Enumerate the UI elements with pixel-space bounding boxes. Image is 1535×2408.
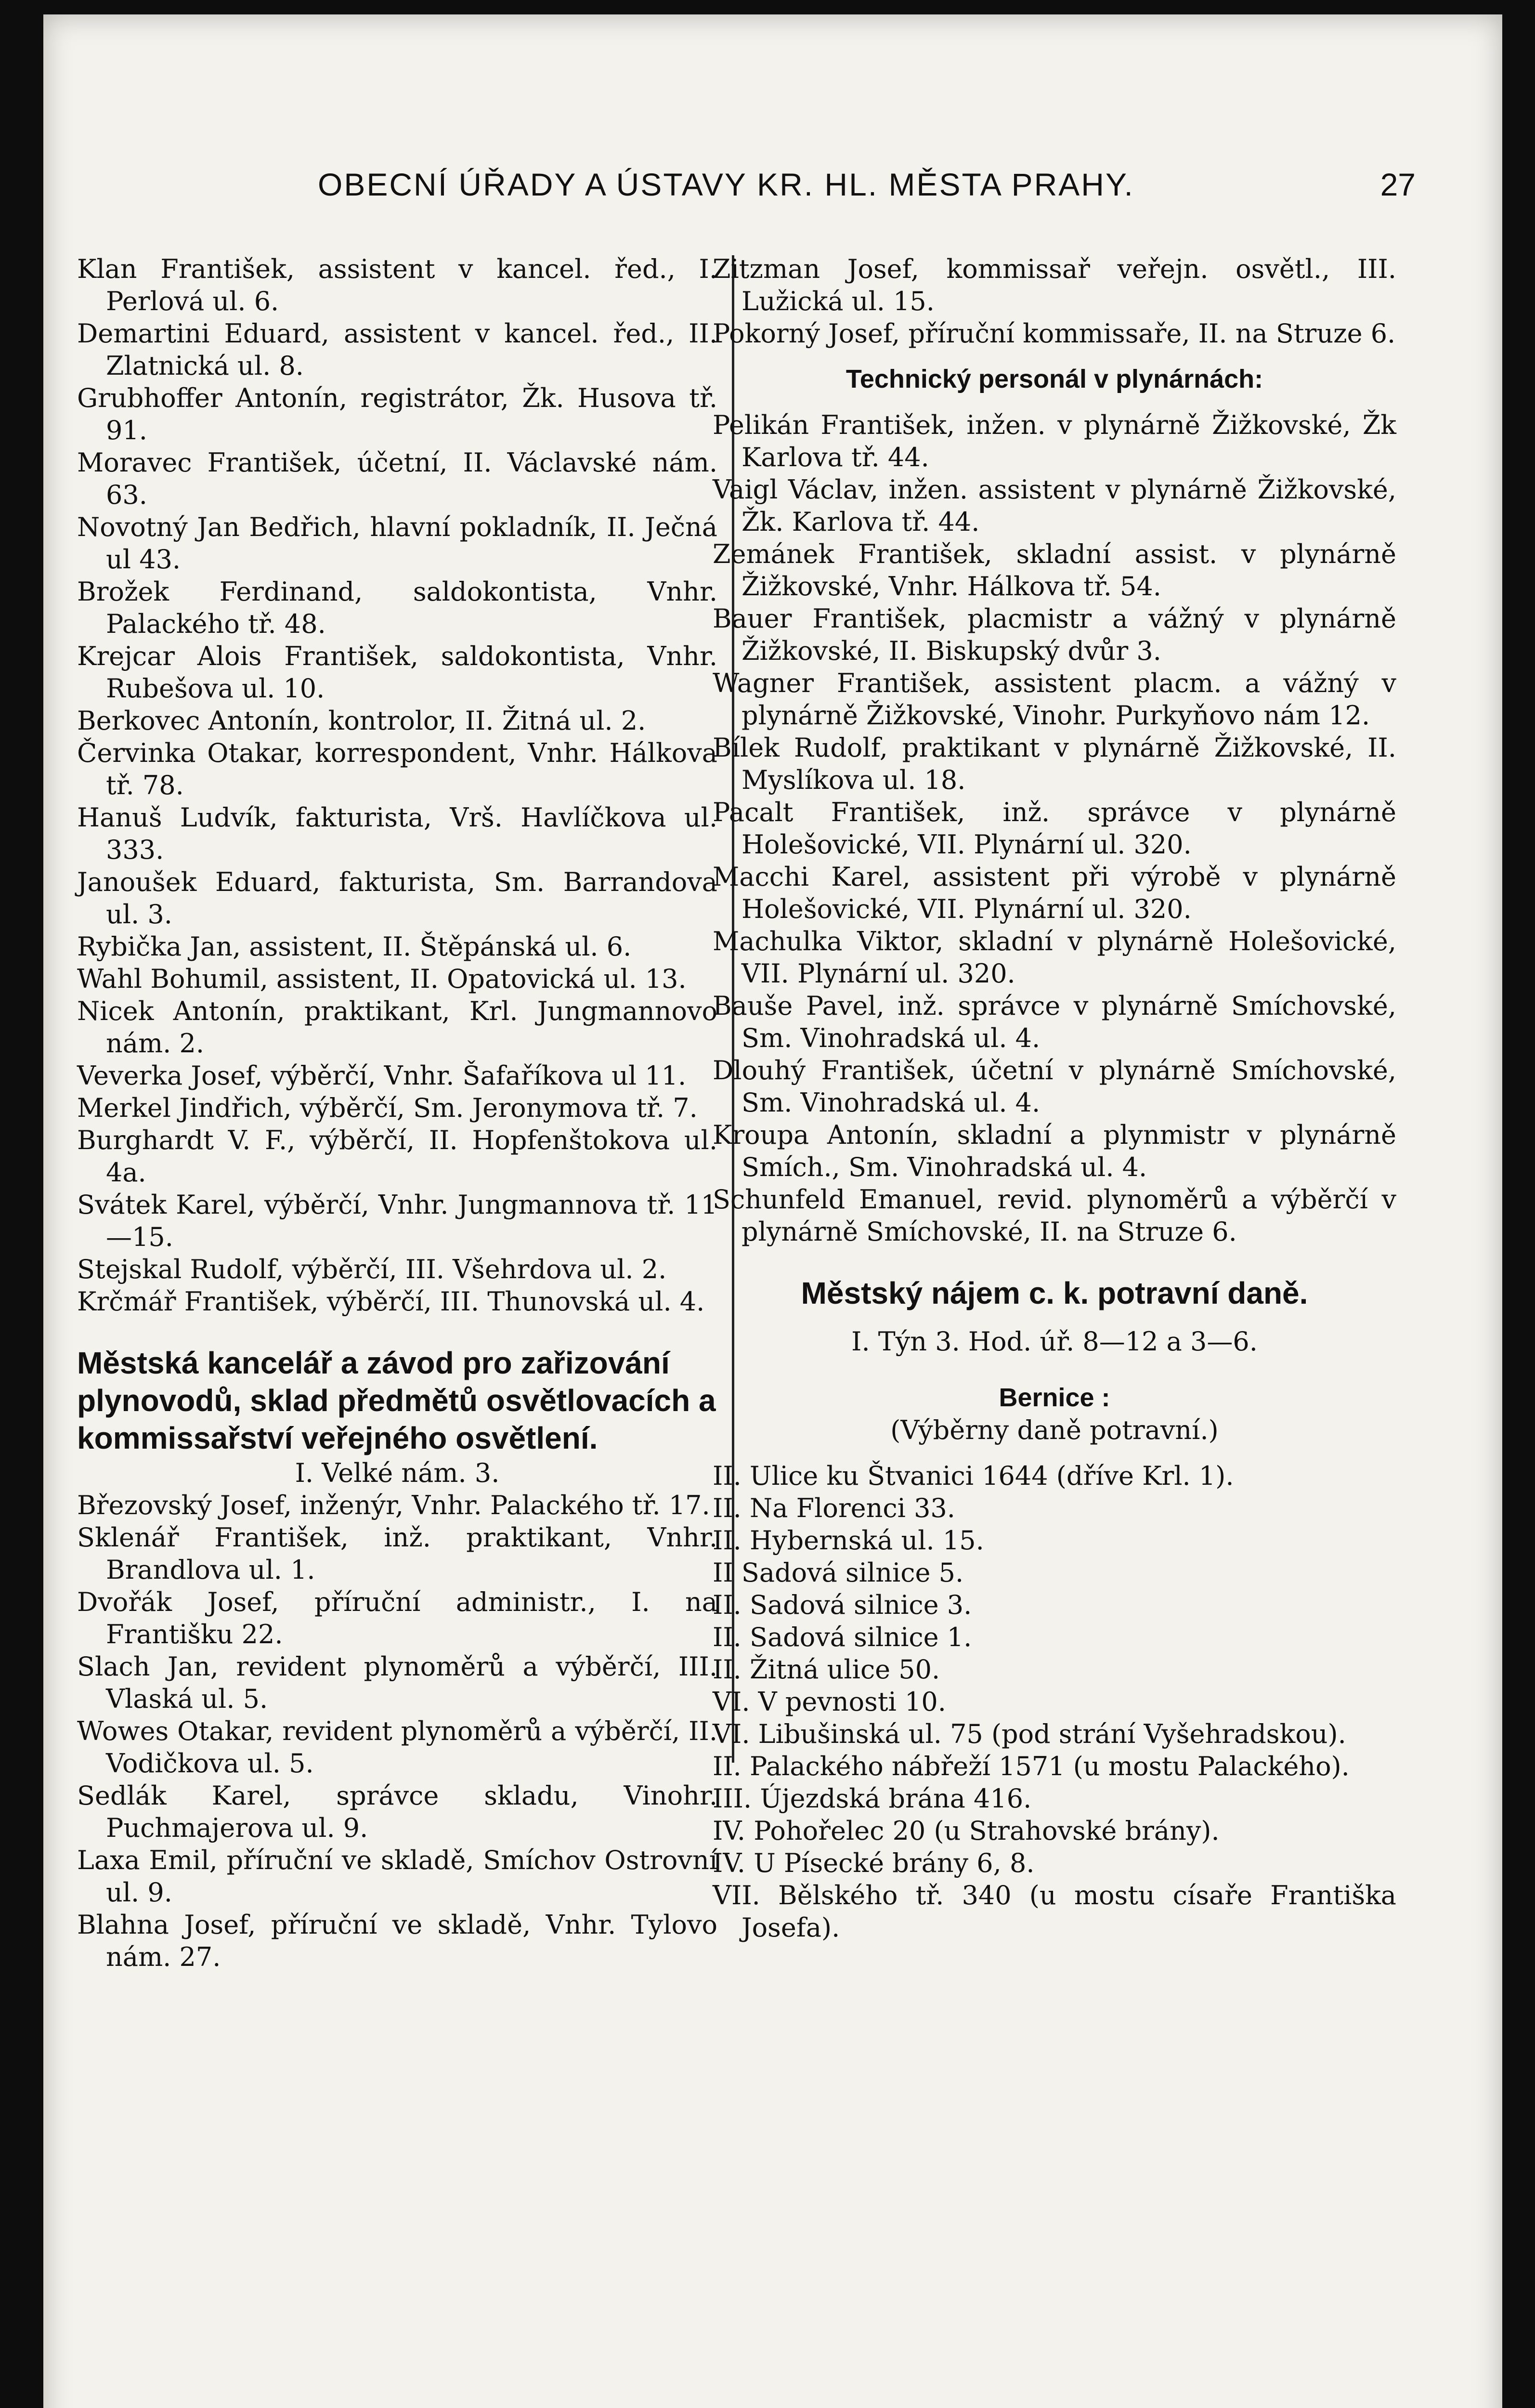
list-item: Bauše Pavel, inž. správce v plynárně Smíchovské, Sm. Vinohradská ul. 4. <box>713 991 1396 1053</box>
tax-office-address: I. Týn 3. Hod. úř. 8—12 a 3—6. <box>851 1326 1258 1357</box>
list-item: Vaigl Václav, inžen. assistent v plynárně Žižkovské, Žk. Karlova tř. 44. <box>713 474 1396 537</box>
list-item: Nicek Antonín, praktikant, Krl. Jungmannovo nám. 2. <box>77 996 717 1059</box>
list-item: Červinka Otakar, korrespondent, Vnhr. Hálkova tř. 78. <box>77 738 717 800</box>
list-item: II. Sadová silnice 1. <box>713 1622 972 1652</box>
list-item: Rybička Jan, assistent, II. Štěpánská ul. 6. <box>77 931 632 962</box>
list-item: II. Žitná ulice 50. <box>713 1654 940 1685</box>
list-item: Janoušek Eduard, fakturista, Sm. Barrandova ul. 3. <box>77 867 717 929</box>
list-item: Wowes Otakar, revident plynoměrů a výběrčí, II. Vodičkova ul. 5. <box>77 1716 717 1779</box>
list-item: Novotný Jan Bedřich, hlavní pokladník, II. Ječná ul 43. <box>77 512 717 575</box>
list-item: Schunfeld Emanuel, revid. plynoměrů a výběrčí v plynárně Smíchovské, II. na Struze 6. <box>713 1184 1396 1247</box>
left-entry-list-2 <box>77 1489 717 1973</box>
list-item: III. Újezdská brána 416. <box>713 1783 1032 1814</box>
list-item: VI. Libušinská ul. 75 (pod strání Vyšehradskou). <box>713 1719 1346 1749</box>
list-item: Stejskal Rudolf, výběrčí, III. Všehrdova ul. 2. <box>77 1254 667 1284</box>
list-item: Wagner František, assistent placm. a vážný v plynárně Žižkovské, Vinohr. Purkyňovo nám 12. <box>713 668 1396 731</box>
list-item: Bílek Rudolf, praktikant v plynárně Žižkovské, II. Myslíkova ul. 18. <box>713 733 1396 795</box>
list-item: Berkovec Antonín, kontrolor, II. Žitná ul. 2. <box>77 706 646 736</box>
list-item: Burghardt V. F., výběrčí, II. Hopfenštokova ul. 4a. <box>77 1125 717 1188</box>
list-item: Hanuš Ludvík, fakturista, Vrš. Havlíčkova ul. 333. <box>77 802 717 865</box>
page-number: 27 <box>1380 167 1416 202</box>
bernice-heading: Bernice : <box>999 1383 1110 1412</box>
list-item: Bauer František, placmistr a vážný v plynárně Žižkovské, II. Biskupský dvůr 3. <box>713 603 1396 666</box>
right-entry-list-3 <box>713 1460 1396 1944</box>
list-item: Pokorný Josef, příruční kommissaře, II. na Struze 6. <box>713 318 1396 349</box>
left-entry-list-1 <box>77 253 717 1318</box>
section-heading-gas-office: Městská kancelář a závod pro zařizování plynovodů, sklad předmětů osvětlovacích a kommissařství veřejného osvětlení. <box>77 1346 716 1455</box>
list-item: II Sadová silnice 5. <box>713 1557 964 1588</box>
list-item: Krčmář František, výběrčí, III. Thunovská ul. 4. <box>77 1286 705 1317</box>
list-item: Svátek Karel, výběrčí, Vnhr. Jungmannova tř. 11—15. <box>77 1190 717 1252</box>
list-item: VI. V pevnosti 10. <box>713 1687 946 1717</box>
right-entry-list-1 <box>713 253 1396 350</box>
list-item: Merkel Jindřich, výběrčí, Sm. Jeronymova tř. 7. <box>77 1093 698 1123</box>
right-column <box>713 253 1396 1944</box>
list-item: Sedlák Karel, správce skladu, Vinohr. Puchmajerova ul. 9. <box>77 1780 717 1843</box>
right-entry-list-2 <box>713 409 1396 1248</box>
list-item: Blahna Josef, příruční ve skladě, Vnhr. Tylovo nám. 27. <box>77 1910 717 1972</box>
bernice-subheading: (Výběrny daně potravní.) <box>890 1415 1219 1445</box>
list-item: Zemánek František, skladní assist. v plynárně Žižkovské, Vnhr. Hálkova tř. 54. <box>713 539 1396 602</box>
list-item: IV. U Písecké brány 6, 8. <box>713 1848 1035 1878</box>
list-item: Sklenář František, inž. praktikant, Vnhr. Brandlova ul. 1. <box>77 1522 717 1585</box>
list-item: Zitzman Josef, kommissař veřejn. osvětl., III. Lužická ul. 15. <box>713 254 1396 316</box>
list-item: Pelikán František, inžen. v plynárně Žižkovské, Žk Karlova tř. 44. <box>713 410 1396 472</box>
running-title: OBECNÍ ÚŘADY A ÚSTAVY KR. HL. MĚSTA PRAHY. <box>318 167 1134 202</box>
list-item: Krejcar Alois František, saldokontista, Vnhr. Rubešova ul. 10. <box>77 641 717 704</box>
section-address: I. Velké nám. 3. <box>295 1458 500 1488</box>
list-item: Macchi Karel, assistent při výrobě v plynárně Holešovické, VII. Plynární ul. 320. <box>713 862 1396 924</box>
list-item: II. Na Florenci 33. <box>713 1493 955 1523</box>
list-item: Březovský Josef, inženýr, Vnhr. Palackého tř. 17. <box>77 1490 710 1520</box>
list-item: II. Palackého nábřeží 1571 (u mostu Palackého). <box>713 1751 1350 1781</box>
list-item: Veverka Josef, výběrčí, Vnhr. Šafaříkova ul 11. <box>77 1060 687 1091</box>
list-item: IV. Pohořelec 20 (u Strahovské brány). <box>713 1816 1220 1846</box>
section-heading-tax-lease: Městský nájem c. k. potravní daně. <box>801 1276 1308 1310</box>
list-item: VII. Bělského tř. 340 (u mostu císaře Františka Josefa). <box>713 1880 1396 1943</box>
list-item: Klan František, assistent v kancel. řed., I. Perlová ul. 6. <box>77 254 717 316</box>
list-item: Machulka Viktor, skladní v plynárně Holešovické, VII. Plynární ul. 320. <box>713 926 1396 989</box>
list-item: II. Sadová silnice 3. <box>713 1590 972 1620</box>
left-column <box>77 253 717 1973</box>
list-item: Moravec František, účetní, II. Václavské nám. 63. <box>77 447 717 510</box>
list-item: Demartini Eduard, assistent v kancel. řed., II. Zlatnická ul. 8. <box>77 318 717 381</box>
page-header <box>116 154 1416 212</box>
list-item: Kroupa Antonín, skladní a plynmistr v plynárně Smích., Sm. Vinohradská ul. 4. <box>713 1120 1396 1182</box>
list-item: Dvořák Josef, příruční administr., I. na Františku 22. <box>77 1587 717 1649</box>
list-item: Laxa Emil, příruční ve skladě, Smíchov Ostrovní ul. 9. <box>77 1845 717 1908</box>
list-item: Dlouhý František, účetní v plynárně Smíchovské, Sm. Vinohradská ul. 4. <box>713 1055 1396 1118</box>
list-item: Brožek Ferdinand, saldokontista, Vnhr. Palackého tř. 48. <box>77 576 717 639</box>
list-item: Slach Jan, revident plynoměrů a výběrčí, III. Vlaská ul. 5. <box>77 1651 717 1714</box>
list-item: II. Ulice ku Štvanici 1644 (dříve Krl. 1). <box>713 1461 1234 1491</box>
list-item: Wahl Bohumil, assistent, II. Opatovická ul. 13. <box>77 964 687 994</box>
list-item: Pacalt František, inž. správce v plynárně Holešovické, VII. Plynární ul. 320. <box>713 797 1396 860</box>
list-item: Grubhoffer Antonín, registrátor, Žk. Husova tř. 91. <box>77 383 717 445</box>
list-item: II. Hybernská ul. 15. <box>713 1525 984 1556</box>
technical-staff-subheading: Technický personál v plynárnách: <box>846 365 1263 393</box>
